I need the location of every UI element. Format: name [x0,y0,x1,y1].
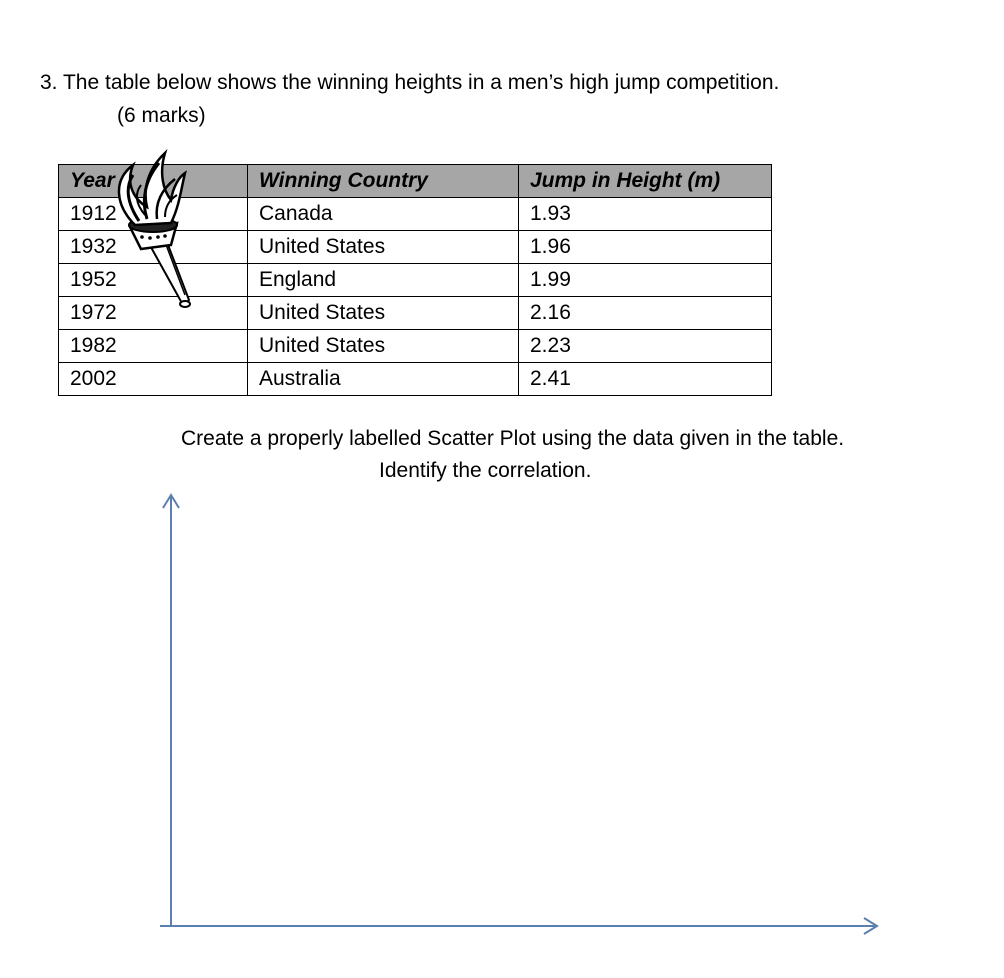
cell-height: 2.23 [519,330,772,363]
cell-year: 1982 [59,330,248,363]
cell-height: 1.99 [519,264,772,297]
cell-country: England [248,264,519,297]
cell-country: Australia [248,363,519,396]
question-text: 3. The table below shows the winning heights in a men’s high jump competition. [40,71,780,94]
cell-height: 1.93 [519,198,772,231]
cell-country: United States [248,297,519,330]
cell-year: 2002 [59,363,248,396]
cell-year: 1972 [59,297,248,330]
cell-year: 1952 [59,264,248,297]
marks-label: (6 marks) [117,104,206,127]
cell-country: United States [248,231,519,264]
cell-country: Canada [248,198,519,231]
cell-height: 1.96 [519,231,772,264]
header-winning-country: Winning Country [248,165,519,198]
cell-country: United States [248,330,519,363]
instruction-line-1: Create a properly labelled Scatter Plot using the data given in the table. [181,427,845,450]
cell-height: 2.41 [519,363,772,396]
header-year: Year [59,165,248,198]
cell-year: 1932 [59,231,248,264]
cell-height: 2.16 [519,297,772,330]
cell-year: 1912 [59,198,248,231]
header-jump-height: Jump in Height (m) [519,165,772,198]
instruction-line-2: Identify the correlation. [379,459,592,482]
